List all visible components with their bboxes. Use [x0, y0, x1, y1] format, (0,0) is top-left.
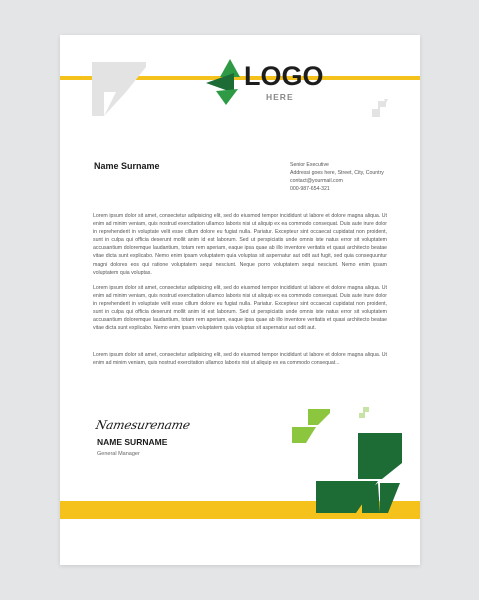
handwritten-signature: Namesurename [94, 418, 192, 432]
contact-block [290, 161, 384, 193]
letterhead-page [60, 35, 420, 565]
signatory-name: NAME SURNAME [97, 437, 168, 447]
contact-email: contact@yourmail.com [290, 178, 343, 184]
dark-green-decor-shape-icon [316, 433, 406, 517]
sender-name: Name Surname [94, 161, 160, 171]
lime-small-decor-icon [357, 406, 371, 420]
gray-decor-shape-icon [92, 62, 152, 122]
body-paragraph: Lorem ipsum dolor sit amet, consectetur adipisicing elit, sed do eiusmod tempor incididunt ut labore et dolore magna aliqua. Ut enim ad minim veniam, quis nostrud exercitation ullamco laboris nisi ut aliquip ex ea commodo consequat. Duis aute irure dolor in reprehenderit in voluptate velit esse cillum dolore eu fugiat nulla. Pariatur. Excepteur sint occaecat cupidatat non proident, sunt in culpa qui officia deserunt mollit anim id est laborum. Sed ut perspiciatis unde omnis iste natus error sit voluptatem accusantium doloremque laudantium, totam rem aperiam, eaque ipsa quae ab illo inventore veritatis et quasi architecto beatae vitae dicta sunt explicabo. Nemo enim ipsam voluptatem quia voluptas sit aspernatur aut odit aut. [93, 285, 387, 332]
body-paragraph: Lorem ipsum dolor sit amet, consectetur adipisicing elit, sed do eiusmod tempor incididunt ut labore et dolore magna aliqua. Ut enim ad minim veniam, quis nostrud exercitation ullamco laboris nisi ut aliquip ex ea commodo consequat. Duis aute irure dolor in reprehenderit in voluptate velit esse cillum dolore eu fugiat nulla. Pariatur. Excepteur sint occaecat cupidatat non proident, sunt in culpa qui officia deserunt mollit anim id est laborum. Sed ut perspiciatis unde omnis iste natus error sit voluptatem accusantium doloremque laudantium, totam rem aperiam, eaque ipsa quae ab illo inventore veritatis et quasi architecto beatae vitae dicta sunt explicabo. Nemo enim ipsam voluptatem quia voluptas sit aspernatur aut odit aut fugit, sed quia consequuntur magni dolores eos qui ratione voluptatem sequi nesciunt. Neque porro voluptatem sequi nesciunt. Nemo enim ipsam voluptatem quia voluptas. [93, 213, 387, 276]
triangle-logo-icon [204, 59, 246, 105]
contact-phone: 000-987-654-321 [290, 186, 330, 192]
logo-subtext: HERE [266, 92, 294, 102]
body-paragraph: Lorem ipsum dolor sit amet, consectetur adipisicing elit, sed do eiusmod tempor incididunt ut labore et dolore magna aliqua. Ut enim ad minim veniam, quis nostrud exercitation ullamco laboris nisi ut aliquip ex ea commodo consequat... [93, 352, 387, 367]
contact-address: Addressi goes here, Street, City, Country [290, 170, 384, 176]
logo-text: LOGO [244, 61, 324, 91]
gray-small-decor-icon [370, 97, 394, 121]
contact-title: Senior Executive [290, 162, 329, 168]
signatory-title: General Manager [97, 451, 140, 457]
